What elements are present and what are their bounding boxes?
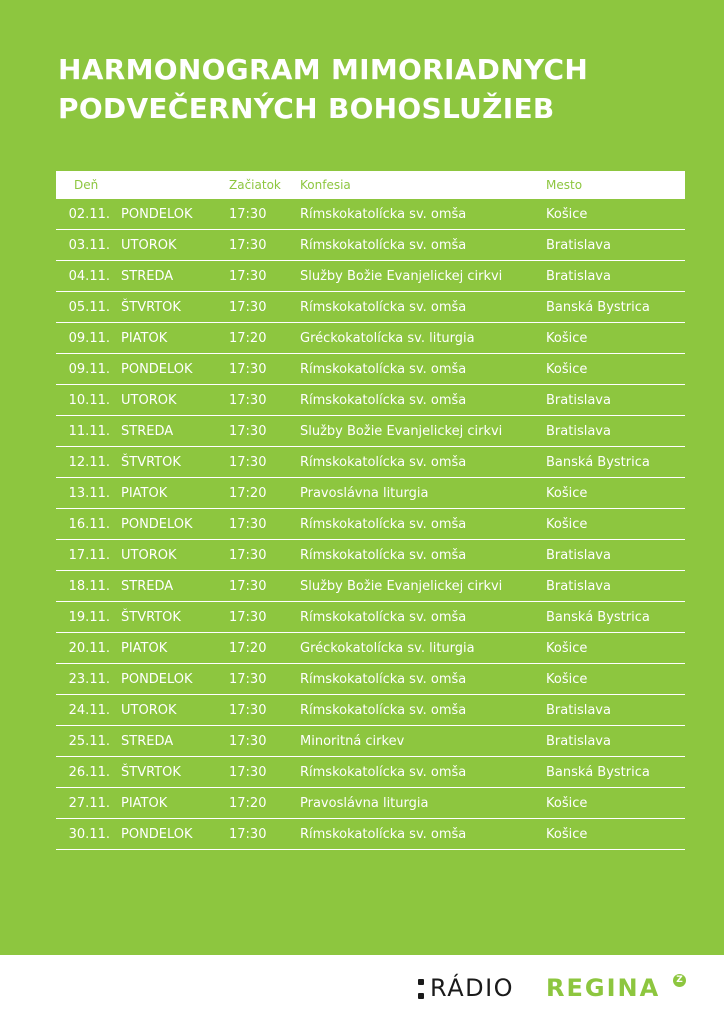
row-time: 17:30 bbox=[229, 393, 267, 408]
table-row bbox=[56, 199, 685, 230]
row-time: 17:30 bbox=[229, 610, 267, 625]
row-confession: Rímskokatolícka sv. omša bbox=[300, 393, 467, 408]
row-confession: Gréckokatolícka sv. liturgia bbox=[300, 331, 475, 346]
row-city: Košice bbox=[546, 672, 588, 687]
row-day: PONDELOK bbox=[121, 672, 193, 687]
header-city: Mesto bbox=[546, 178, 583, 192]
row-time: 17:30 bbox=[229, 579, 267, 594]
row-day: PIATOK bbox=[121, 641, 168, 656]
row-date: 09.11. bbox=[68, 362, 110, 377]
row-date: 12.11. bbox=[68, 455, 110, 470]
row-confession: Rímskokatolícka sv. omša bbox=[300, 517, 467, 532]
row-day: ŠTVRTOK bbox=[121, 610, 181, 625]
row-date: 10.11. bbox=[68, 393, 110, 408]
row-confession: Služby Božie Evanjelickej cirkvi bbox=[300, 579, 503, 594]
row-date: 17.11. bbox=[68, 548, 110, 563]
row-day: UTOROK bbox=[121, 393, 177, 408]
row-day: STREDA bbox=[121, 734, 174, 749]
table-row bbox=[56, 633, 685, 664]
row-city: Košice bbox=[546, 827, 588, 842]
header-day: Deň bbox=[74, 178, 99, 192]
row-day: PONDELOK bbox=[121, 517, 193, 532]
row-city: Bratislava bbox=[546, 579, 611, 594]
row-date: 27.11. bbox=[68, 796, 110, 811]
row-confession: Služby Božie Evanjelickej cirkvi bbox=[300, 269, 503, 284]
row-city: Bratislava bbox=[546, 238, 611, 253]
table-row bbox=[56, 726, 685, 757]
row-day: STREDA bbox=[121, 579, 174, 594]
row-confession: Rímskokatolícka sv. omša bbox=[300, 362, 467, 377]
header-time: Začiatok bbox=[229, 178, 281, 192]
row-time: 17:30 bbox=[229, 207, 267, 222]
row-date: 24.11. bbox=[68, 703, 110, 718]
row-date: 25.11. bbox=[68, 734, 110, 749]
row-day: ŠTVRTOK bbox=[121, 765, 181, 780]
table-row bbox=[56, 416, 685, 447]
row-confession: Rímskokatolícka sv. omša bbox=[300, 238, 467, 253]
row-time: 17:30 bbox=[229, 238, 267, 253]
row-confession: Rímskokatolícka sv. omša bbox=[300, 703, 467, 718]
row-city: Banská Bystrica bbox=[546, 765, 650, 780]
table-row bbox=[56, 540, 685, 571]
title-line-2: PODVEČERNÝCH BOHOSLUŽIEB bbox=[58, 92, 555, 125]
row-time: 17:30 bbox=[229, 362, 267, 377]
row-confession: Pravoslávna liturgia bbox=[300, 486, 429, 501]
row-time: 17:30 bbox=[229, 517, 267, 532]
row-date: 05.11. bbox=[68, 300, 110, 315]
row-confession: Rímskokatolícka sv. omša bbox=[300, 207, 467, 222]
row-city: Banská Bystrica bbox=[546, 610, 650, 625]
row-time: 17:30 bbox=[229, 300, 267, 315]
table-row bbox=[56, 230, 685, 261]
row-day: PONDELOK bbox=[121, 207, 193, 222]
row-city: Košice bbox=[546, 796, 588, 811]
row-time: 17:30 bbox=[229, 765, 267, 780]
row-day: PIATOK bbox=[121, 796, 168, 811]
table-row bbox=[56, 354, 685, 385]
row-day: PONDELOK bbox=[121, 362, 193, 377]
row-date: 09.11. bbox=[68, 331, 110, 346]
table-row bbox=[56, 757, 685, 788]
row-day: UTOROK bbox=[121, 703, 177, 718]
row-date: 03.11. bbox=[68, 238, 110, 253]
row-confession: Rímskokatolícka sv. omša bbox=[300, 827, 467, 842]
title-line-1: HARMONOGRAM MIMORIADNYCH bbox=[58, 53, 589, 86]
row-date: 18.11. bbox=[68, 579, 110, 594]
row-city: Košice bbox=[546, 486, 588, 501]
row-date: 11.11. bbox=[68, 424, 110, 439]
row-date: 13.11. bbox=[68, 486, 110, 501]
row-time: 17:30 bbox=[229, 424, 267, 439]
page-title bbox=[58, 50, 588, 128]
table-row bbox=[56, 323, 685, 354]
row-time: 17:20 bbox=[229, 331, 267, 346]
row-confession: Minoritná cirkev bbox=[300, 734, 405, 749]
row-time: 17:20 bbox=[229, 486, 267, 501]
row-time: 17:30 bbox=[229, 703, 267, 718]
row-city: Bratislava bbox=[546, 734, 611, 749]
row-time: 17:20 bbox=[229, 641, 267, 656]
row-time: 17:30 bbox=[229, 672, 267, 687]
row-time: 17:30 bbox=[229, 269, 267, 284]
row-date: 30.11. bbox=[68, 827, 110, 842]
table-row bbox=[56, 509, 685, 540]
row-day: UTOROK bbox=[121, 548, 177, 563]
row-day: STREDA bbox=[121, 424, 174, 439]
row-day: ŠTVRTOK bbox=[121, 300, 181, 315]
row-date: 20.11. bbox=[68, 641, 110, 656]
row-confession: Rímskokatolícka sv. omša bbox=[300, 455, 467, 470]
row-confession: Rímskokatolícka sv. omša bbox=[300, 672, 467, 687]
schedule-table bbox=[56, 171, 685, 850]
table-row bbox=[56, 695, 685, 726]
row-day: PIATOK bbox=[121, 486, 168, 501]
table-row bbox=[56, 819, 685, 850]
table-row bbox=[56, 664, 685, 695]
header-confession: Konfesia bbox=[300, 178, 351, 192]
row-day: PONDELOK bbox=[121, 827, 193, 842]
row-city: Banská Bystrica bbox=[546, 300, 650, 315]
row-city: Bratislava bbox=[546, 703, 611, 718]
row-confession: Rímskokatolícka sv. omša bbox=[300, 548, 467, 563]
logo-colon-icon bbox=[418, 979, 424, 1001]
row-date: 23.11. bbox=[68, 672, 110, 687]
row-day: STREDA bbox=[121, 269, 174, 284]
row-city: Bratislava bbox=[546, 548, 611, 563]
radio-regina-logo bbox=[418, 972, 688, 1008]
table-header bbox=[56, 171, 685, 199]
row-city: Košice bbox=[546, 362, 588, 377]
table-row bbox=[56, 478, 685, 509]
row-time: 17:30 bbox=[229, 827, 267, 842]
row-city: Košice bbox=[546, 207, 588, 222]
table-body bbox=[56, 199, 685, 850]
row-confession: Rímskokatolícka sv. omša bbox=[300, 610, 467, 625]
table-row bbox=[56, 602, 685, 633]
row-time: 17:30 bbox=[229, 548, 267, 563]
row-city: Košice bbox=[546, 641, 588, 656]
row-date: 02.11. bbox=[68, 207, 110, 222]
row-confession: Rímskokatolícka sv. omša bbox=[300, 765, 467, 780]
row-confession: Služby Božie Evanjelickej cirkvi bbox=[300, 424, 503, 439]
row-city: Košice bbox=[546, 517, 588, 532]
row-date: 04.11. bbox=[68, 269, 110, 284]
row-date: 16.11. bbox=[68, 517, 110, 532]
logo-regina-text: REGINA bbox=[546, 974, 661, 1002]
table-row bbox=[56, 447, 685, 478]
row-day: UTOROK bbox=[121, 238, 177, 253]
logo-radio-text: RÁDIO bbox=[430, 974, 515, 1002]
logo-badge-icon: Z bbox=[673, 974, 686, 987]
row-city: Bratislava bbox=[546, 393, 611, 408]
table-row bbox=[56, 261, 685, 292]
row-city: Bratislava bbox=[546, 269, 611, 284]
row-confession: Rímskokatolícka sv. omša bbox=[300, 300, 467, 315]
table-row bbox=[56, 385, 685, 416]
row-time: 17:30 bbox=[229, 734, 267, 749]
row-date: 26.11. bbox=[68, 765, 110, 780]
row-time: 17:30 bbox=[229, 455, 267, 470]
table-row bbox=[56, 292, 685, 323]
table-row bbox=[56, 571, 685, 602]
row-city: Banská Bystrica bbox=[546, 455, 650, 470]
row-confession: Pravoslávna liturgia bbox=[300, 796, 429, 811]
row-date: 19.11. bbox=[68, 610, 110, 625]
row-day: ŠTVRTOK bbox=[121, 455, 181, 470]
row-confession: Gréckokatolícka sv. liturgia bbox=[300, 641, 475, 656]
table-row bbox=[56, 788, 685, 819]
row-day: PIATOK bbox=[121, 331, 168, 346]
row-city: Bratislava bbox=[546, 424, 611, 439]
row-time: 17:20 bbox=[229, 796, 267, 811]
row-city: Košice bbox=[546, 331, 588, 346]
